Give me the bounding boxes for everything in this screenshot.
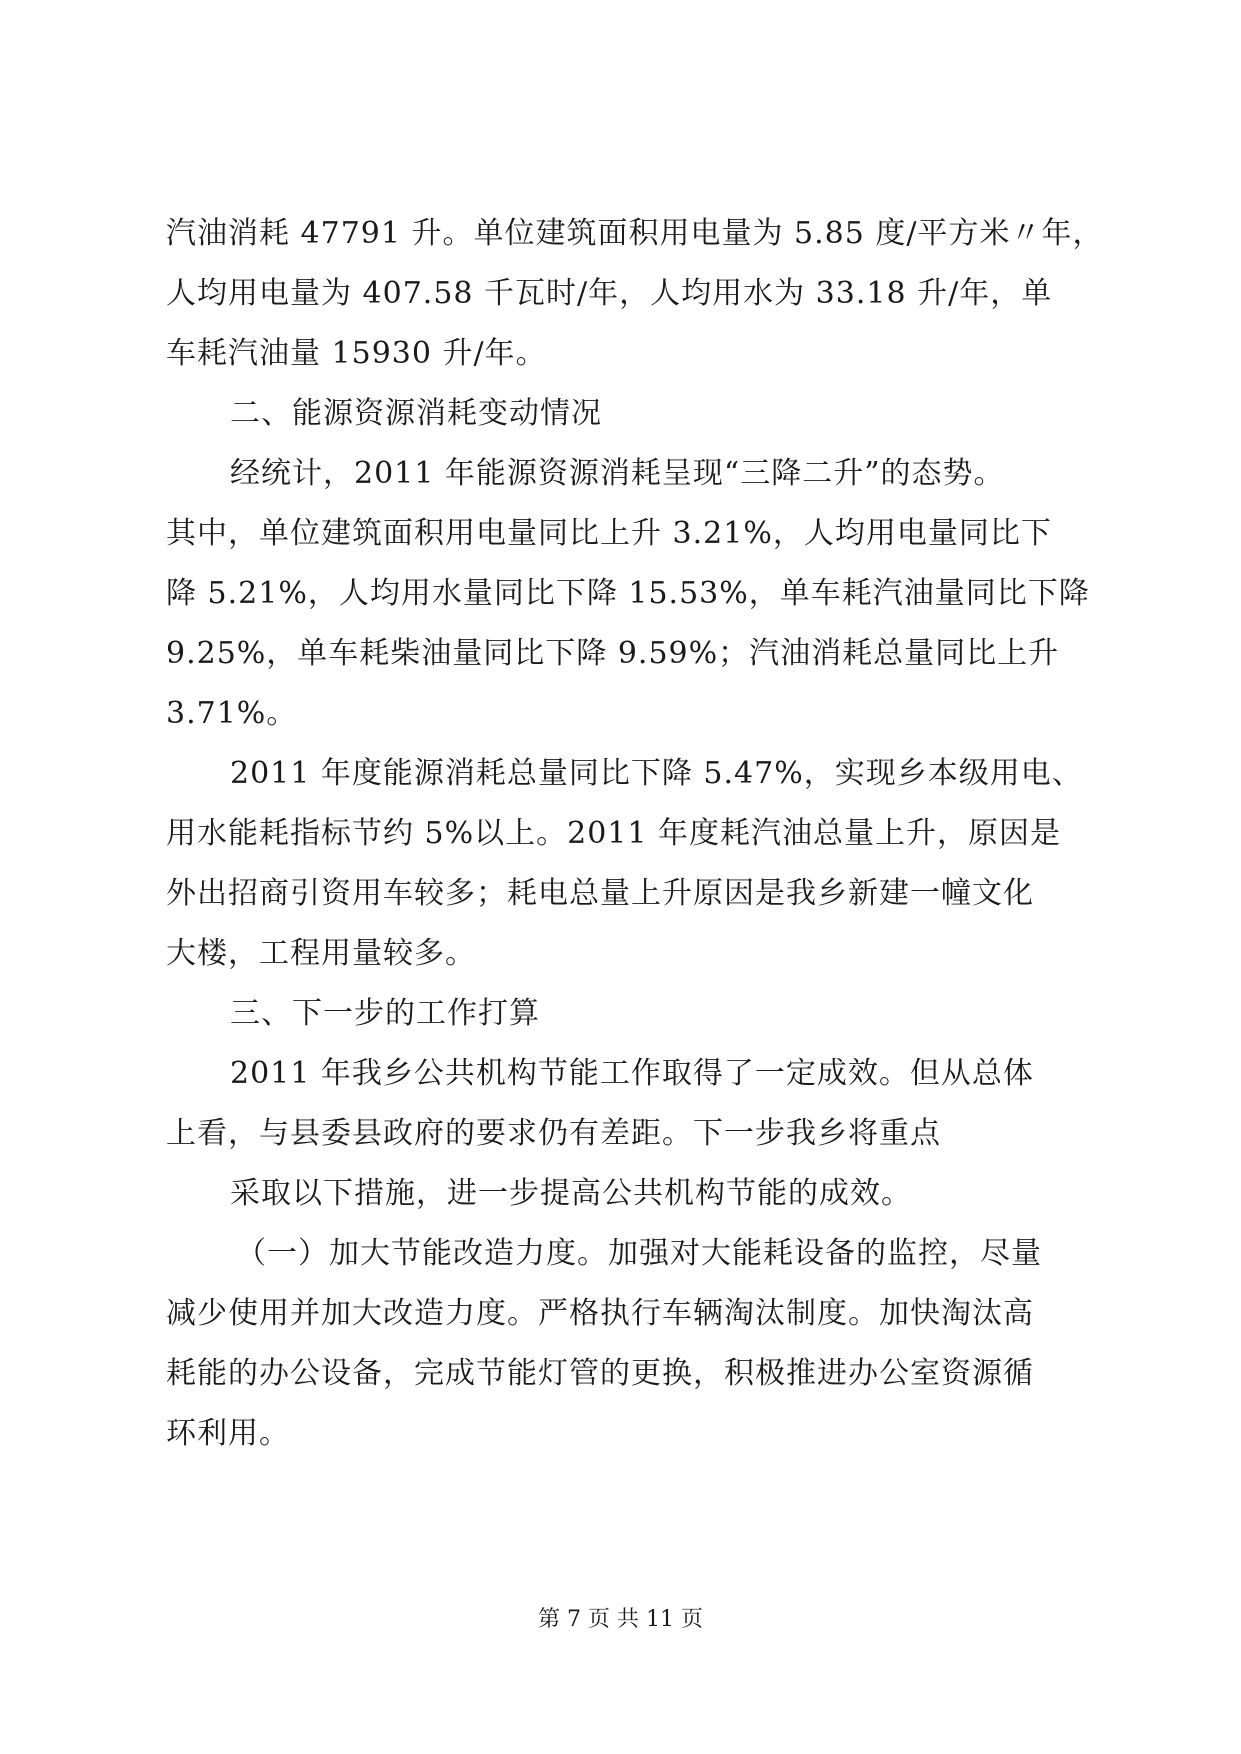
section-heading-3: 三、下一步的工作打算 [230, 996, 540, 1031]
text-line-3: 车耗汽油量 15930 升/年。 [166, 336, 547, 371]
section-heading-2: 二、能源资源消耗变动情况 [230, 396, 602, 431]
text-line-8: 9.25%，单车耗柴油量同比下降 9.59%；汽油消耗总量同比上升 [166, 636, 1060, 671]
text-line-18: （一）加大节能改造力度。加强对大能耗设备的监控，尽量 [236, 1236, 1042, 1271]
text-line-16: 上看，与县委县政府的要求仍有差距。下一步我乡将重点 [166, 1116, 941, 1151]
text-line-15: 2011 年我乡公共机构节能工作取得了一定成效。但从总体 [230, 1056, 1034, 1091]
text-line-11: 用水能耗指标节约 5%以上。2011 年度耗汽油总量上升，原因是 [166, 816, 1062, 851]
text-line-2: 人均用电量为 407.58 千瓦时/年，人均用水为 33.18 升/年，单 [166, 276, 1053, 311]
text-line-17: 采取以下措施，进一步提高公共机构节能的成效。 [230, 1176, 912, 1211]
text-line-13: 大楼，工程用量较多。 [166, 936, 476, 971]
text-line-6: 其中，单位建筑面积用电量同比上升 3.21%，人均用电量同比下 [166, 516, 1052, 551]
text-line-21: 环利用。 [166, 1416, 290, 1451]
text-line-12: 外出招商引资用车较多；耗电总量上升原因是我乡新建一幢文化 [166, 876, 1034, 911]
text-line-20: 耗能的办公设备，完成节能灯管的更换，积极推进办公室资源循 [166, 1356, 1034, 1391]
text-line-19: 减少使用并加大改造力度。严格执行车辆淘汰制度。加快淘汰高 [166, 1296, 1034, 1331]
page-footer: 第 7 页 共 11 页 [538, 1607, 703, 1632]
body-text [166, 204, 1104, 1464]
text-line-7: 降 5.21%，人均用水量同比下降 15.53%，单车耗汽油量同比下降 [166, 576, 1090, 611]
text-line-10: 2011 年度能源消耗总量同比下降 5.47%，实现乡本级用电、 [230, 756, 1083, 791]
text-line-1: 汽油消耗 47791 升。单位建筑面积用电量为 5.85 度/平方米〃年， [166, 216, 1104, 251]
text-line-9: 3.71%。 [166, 696, 298, 731]
text-line-5: 经统计，2011 年能源资源消耗呈现“三降二升”的态势。 [230, 456, 1005, 491]
